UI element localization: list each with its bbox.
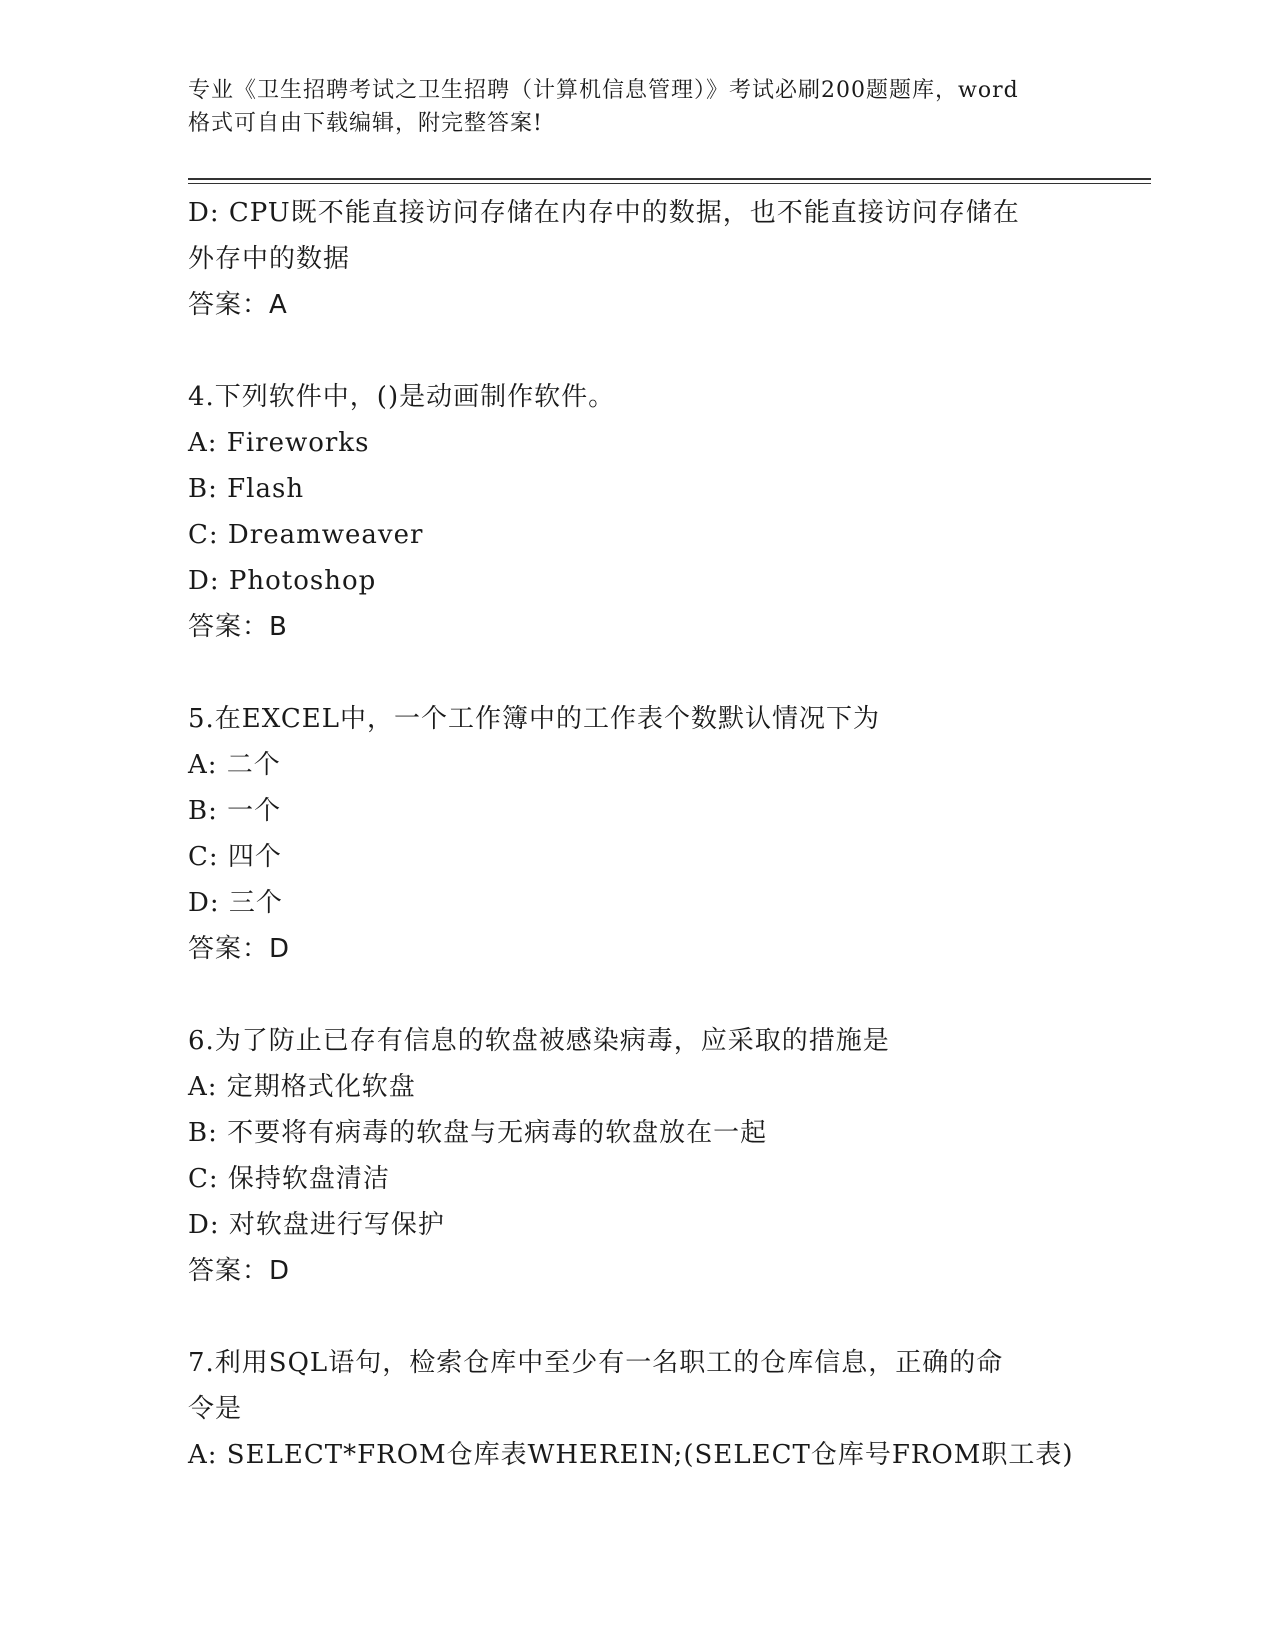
question-7 <box>188 1340 1088 1478</box>
question-stem-line-1: 7.利用SQL语句，检索仓库中至少有一名职工的仓库信息，正确的命 <box>188 1348 1004 1378</box>
question-4 <box>188 374 1088 650</box>
option-c: C: Dreamweaver <box>188 520 424 550</box>
answer-line: 答案：D <box>188 1256 291 1286</box>
spacer <box>188 650 1088 696</box>
option-c: C: 四个 <box>188 842 282 872</box>
document-header <box>188 74 1088 140</box>
option-a: A: 二个 <box>188 750 281 780</box>
document-body <box>188 190 1088 1478</box>
question-stem-line-2: 令是 <box>188 1394 243 1424</box>
question-3-tail <box>188 190 1088 328</box>
question-stem: 6.为了防止已存有信息的软盘被感染病毒，应采取的措施是 <box>188 1026 890 1056</box>
question-stem: 5.在EXCEL中，一个工作簿中的工作表个数默认情况下为 <box>188 704 880 734</box>
option-b: B: Flash <box>188 474 305 504</box>
option-d: D: Photoshop <box>188 566 377 596</box>
option-a: A: 定期格式化软盘 <box>188 1072 416 1102</box>
spacer <box>188 972 1088 1018</box>
option-d-line-2: 外存中的数据 <box>188 244 351 274</box>
option-b: B: 不要将有病毒的软盘与无病毒的软盘放在一起 <box>188 1118 768 1148</box>
answer-line: 答案：B <box>188 612 288 642</box>
question-stem: 4.下列软件中，()是动画制作软件。 <box>188 382 616 412</box>
header-rule-thick <box>188 178 1151 180</box>
spacer <box>188 328 1088 374</box>
spacer <box>188 1294 1088 1340</box>
option-d-line-1: D: CPU既不能直接访问存储在内存中的数据，也不能直接访问存储在 <box>188 198 1020 228</box>
header-rule-thin <box>188 183 1151 184</box>
option-b: B: 一个 <box>188 796 282 826</box>
header-line-2: 格式可自由下载编辑，附完整答案! <box>188 111 543 136</box>
option-c: C: 保持软盘清洁 <box>188 1164 390 1194</box>
question-6 <box>188 1018 1088 1294</box>
option-a: A: SELECT*FROM仓库表WHEREIN;(SELECT仓库号FROM职工表) <box>188 1440 1074 1470</box>
question-5 <box>188 696 1088 972</box>
option-a: A: Fireworks <box>188 428 370 458</box>
header-line-1: 专业《卫生招聘考试之卫生招聘（计算机信息管理）》考试必刷200题题库，word <box>188 78 1019 103</box>
answer-line: 答案：D <box>188 934 291 964</box>
option-d: D: 对软盘进行写保护 <box>188 1210 445 1240</box>
option-d: D: 三个 <box>188 888 283 918</box>
answer-line: 答案：A <box>188 290 288 320</box>
